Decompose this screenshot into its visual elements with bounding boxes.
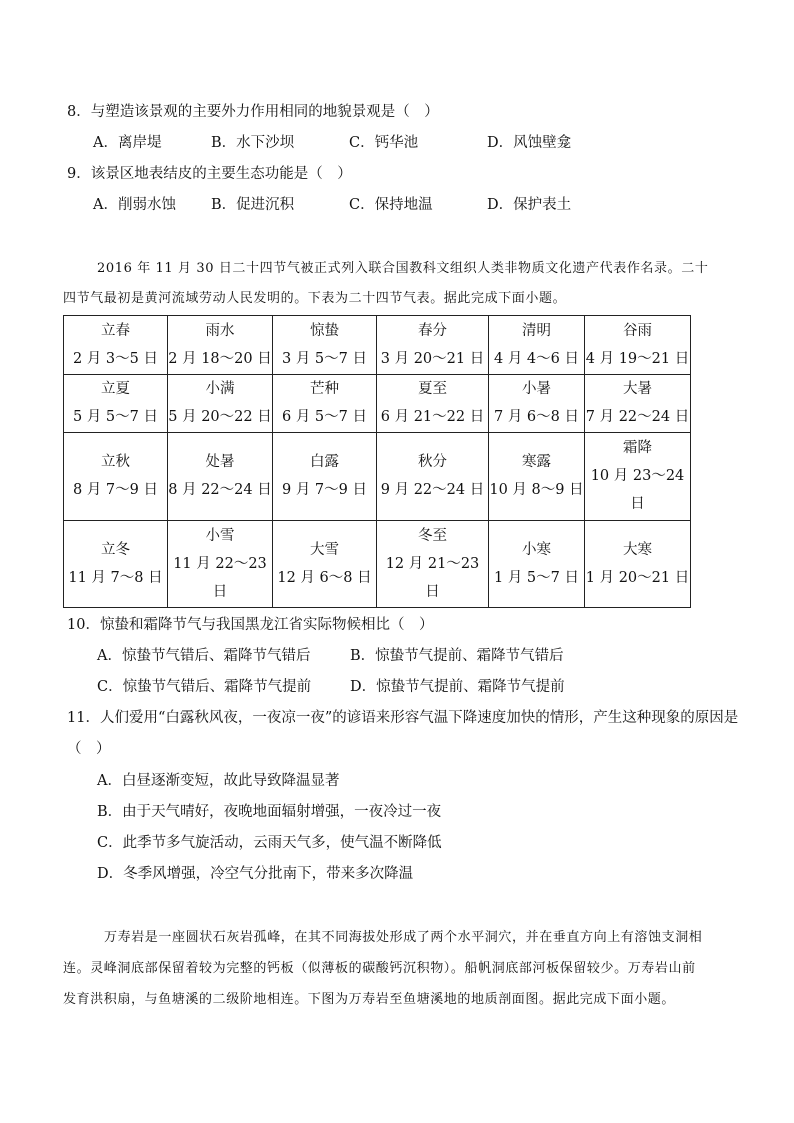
solar-term-date: 11 月 7～8 日 (68, 569, 163, 586)
wanshouyan-intro-line-3: 发育洪积扇，与鱼塘溪的二级阶地相连。下图为万寿岩至鱼塘溪地的地质剖面图。据此完成下面小题。 (63, 992, 676, 1007)
question-10-option-d[interactable]: D．惊蛰节气提前、霜降节气提前 (350, 679, 565, 695)
solar-term-date: 9 月 22～24 日 (380, 482, 485, 499)
solar-term-cell (273, 520, 377, 607)
solar-term-cell (64, 520, 168, 607)
solar-term-cell (377, 374, 489, 433)
solar-term-name: 春分 (418, 322, 447, 339)
solar-term-cell (585, 520, 691, 607)
solar-term-date: 1 月 5～7 日 (493, 569, 579, 586)
solar-term-name: 霜降 (623, 440, 652, 457)
solar-term-name: 清明 (522, 322, 551, 339)
solar-term-date: 7 月 22～24 日 (585, 409, 690, 426)
solar-term-name: 雨水 (205, 322, 235, 339)
solar-term-name: 芒种 (310, 381, 339, 398)
question-11-option-b[interactable]: B．由于天气晴好，夜晚地面辐射增强，一夜冷过一夜 (97, 804, 442, 820)
solar-term-cell (377, 520, 489, 607)
question-9-option-b[interactable]: B．促进沉积 (211, 197, 295, 213)
question-11-stem-continued: （ ） (67, 741, 111, 757)
solar-terms-row (64, 374, 691, 433)
solar-term-cell (168, 520, 273, 607)
question-10-option-a[interactable]: A．惊蛰节气错后、霜降节气错后 (97, 648, 311, 664)
solar-term-cell (273, 316, 377, 375)
solar-term-date: 4 月 19～21 日 (585, 350, 690, 367)
solar-terms-row (64, 316, 691, 375)
solar-term-cell (585, 433, 691, 520)
solar-term-name: 小寒 (522, 541, 551, 558)
solar-term-name: 处暑 (205, 454, 235, 471)
solar-term-cell (168, 316, 273, 375)
solar-term-cell (64, 433, 168, 520)
solar-term-cell (273, 374, 377, 433)
solar-term-cell (489, 520, 585, 607)
solar-term-date: 6 月 5～7 日 (281, 409, 367, 426)
solar-term-name: 谷雨 (623, 322, 652, 339)
solar-term-name: 立春 (101, 322, 130, 339)
solar-term-date: 6 月 21～22 日 (380, 409, 485, 426)
solar-term-cell (273, 433, 377, 520)
solar-terms-row (64, 433, 691, 520)
solar-term-cell (168, 433, 273, 520)
question-9-option-a[interactable]: A．削弱水蚀 (93, 197, 176, 213)
question-9-stem: 9．该景区地表结皮的主要生态功能是（ ） (67, 166, 352, 182)
solar-term-name: 立冬 (101, 541, 130, 558)
question-11-option-a[interactable]: A．白昼逐渐变短，故此导致降温显著 (97, 773, 340, 789)
solar-term-cell (377, 433, 489, 520)
question-8-option-d[interactable]: D．风蚀壁龛 (487, 135, 572, 151)
solar-term-cell (489, 433, 585, 520)
solar-term-cell (585, 374, 691, 433)
solar-terms-intro-line-1: 2016 年 11 月 30 日二十四节气被正式列入联合国教科文组织人类非物质文化遗产代表作名录。二十 (97, 261, 709, 276)
solar-term-cell (489, 374, 585, 433)
solar-term-name: 冬至 (418, 527, 447, 544)
solar-term-date: 10 月 8～9 日 (489, 482, 584, 499)
solar-term-name: 大寒 (623, 541, 652, 558)
solar-term-date: 3 月 5～7 日 (281, 350, 367, 367)
solar-term-date: 8 月 22～24 日 (168, 482, 272, 499)
question-10-option-c[interactable]: C．惊蛰节气错后、霜降节气提前 (97, 679, 312, 695)
solar-term-name: 大暑 (623, 381, 652, 398)
solar-term-name: 大雪 (310, 541, 339, 558)
question-8-stem: 8．与塑造该景观的主要外力作用相同的地貌景观是（ ） (67, 104, 439, 120)
wanshouyan-intro-line-1: 万寿岩是一座圆状石灰岩孤峰，在其不同海拔处形成了两个水平洞穴，并在垂直方向上有溶蚀支洞相 (104, 930, 703, 945)
solar-term-cell (64, 316, 168, 375)
solar-term-name: 小满 (205, 381, 235, 398)
question-8-option-c[interactable]: C．钙华池 (349, 135, 419, 151)
solar-term-name: 立夏 (101, 381, 130, 398)
question-11-option-d[interactable]: D．冬季风增强，冷空气分批南下，带来多次降温 (97, 866, 414, 882)
question-8-option-a[interactable]: A．离岸堤 (93, 135, 162, 151)
solar-terms-intro-line-2: 四节气最初是黄河流域劳动人民发明的。下表为二十四节气表。据此完成下面小题。 (63, 291, 567, 306)
question-10-stem: 10．惊蛰和霜降节气与我国黑龙江省实际物候相比（ ） (67, 617, 434, 633)
solar-term-name: 夏至 (418, 381, 447, 398)
solar-term-name: 惊蛰 (310, 322, 339, 339)
solar-term-date: 2 月 18～20 日 (168, 350, 272, 367)
question-9-option-c[interactable]: C．保持地温 (349, 197, 433, 213)
solar-term-cell (168, 374, 273, 433)
solar-term-name: 小暑 (522, 381, 551, 398)
solar-term-date: 4 月 4～6 日 (493, 350, 579, 367)
solar-term-date: 12 月 21～23 日 (385, 555, 480, 600)
question-8-option-b[interactable]: B．水下沙坝 (211, 135, 295, 151)
solar-term-date: 11 月 22～23 日 (173, 555, 267, 600)
question-11-option-c[interactable]: C．此季节多气旋活动，云雨天气多，使气温不断降低 (97, 835, 442, 851)
solar-term-cell (377, 316, 489, 375)
solar-term-cell (585, 316, 691, 375)
solar-term-name: 白露 (310, 454, 339, 471)
solar-term-date: 7 月 6～8 日 (493, 409, 579, 426)
solar-term-date: 9 月 7～9 日 (281, 482, 367, 499)
solar-term-cell (489, 316, 585, 375)
solar-terms-table (63, 315, 691, 608)
solar-term-date: 3 月 20～21 日 (380, 350, 485, 367)
solar-term-name: 立秋 (101, 454, 130, 471)
solar-term-date: 8 月 7～9 日 (72, 482, 158, 499)
solar-term-date: 5 月 20～22 日 (168, 409, 272, 426)
solar-term-date: 12 月 6～8 日 (277, 569, 372, 586)
solar-term-date: 2 月 3～5 日 (72, 350, 158, 367)
solar-term-name: 小雪 (205, 527, 235, 544)
solar-terms-row (64, 520, 691, 607)
wanshouyan-intro-line-2: 连。灵峰洞底部保留着较为完整的钙板（似薄板的碳酸钙沉积物）。船帆洞底部河板保留较少。万寿岩山前 (63, 961, 696, 976)
solar-term-date: 1 月 20～21 日 (585, 569, 690, 586)
question-10-option-b[interactable]: B．惊蛰节气提前、霜降节气错后 (350, 648, 564, 664)
solar-term-cell (64, 374, 168, 433)
question-11-stem: 11．人们爱用“白露秋风夜，一夜凉一夜”的谚语来形容气温下降速度加快的情形，产生这种现象的原因是 (67, 710, 739, 726)
solar-term-date: 10 月 23～24 日 (590, 468, 685, 513)
question-9-option-d[interactable]: D．保护表土 (487, 197, 572, 213)
solar-term-name: 秋分 (418, 454, 447, 471)
solar-term-name: 寒露 (522, 454, 551, 471)
solar-term-date: 5 月 5～7 日 (72, 409, 158, 426)
